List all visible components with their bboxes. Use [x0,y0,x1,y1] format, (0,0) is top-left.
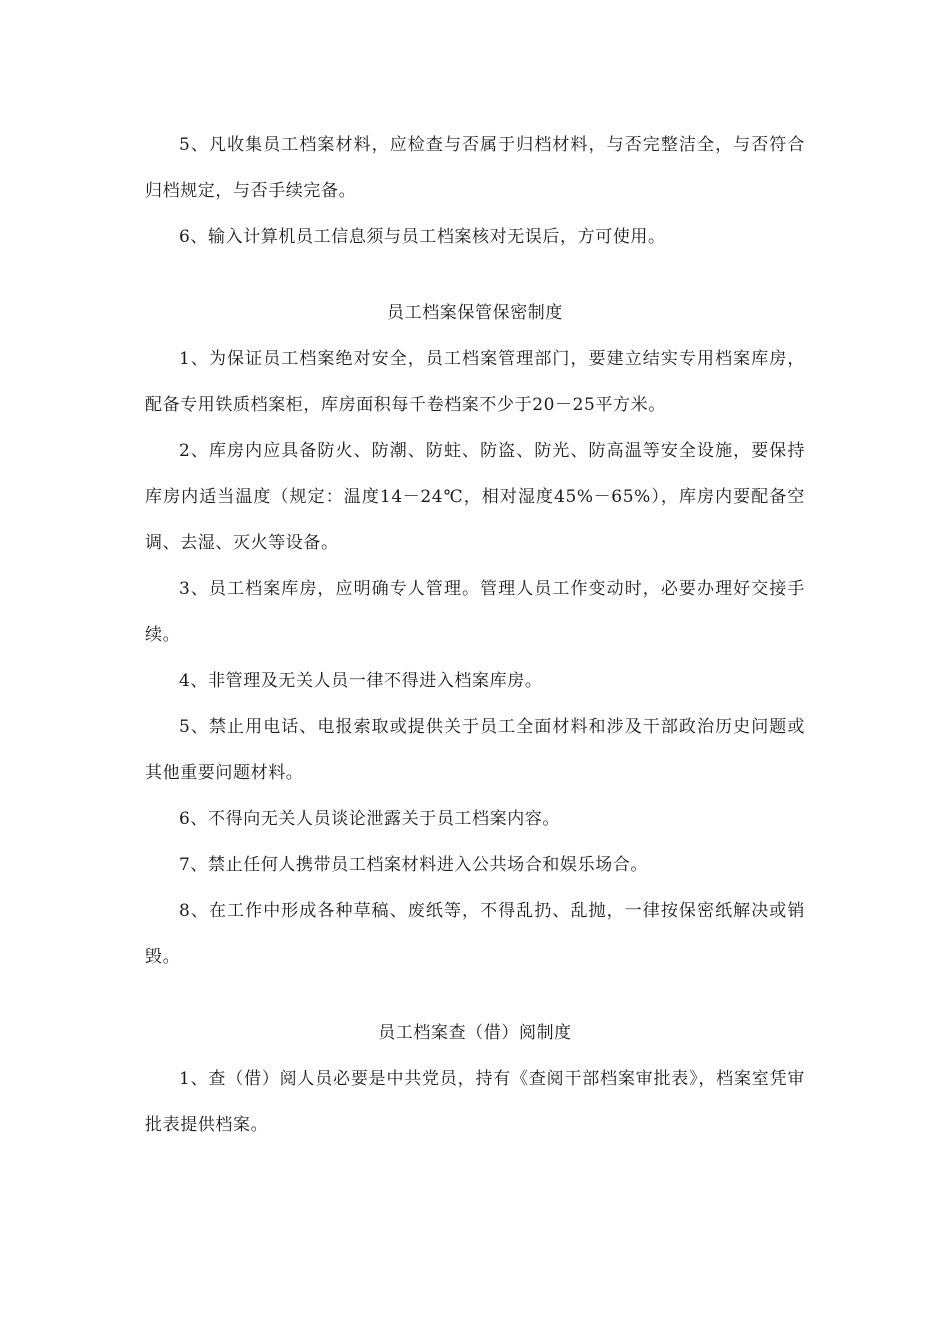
section-gap [145,260,805,290]
custody-paragraph-1: 1、为保证员工档案绝对安全，员工档案管理部门，要建立结实专用档案库房，配备专用铁质档案柜，库房面积每千卷档案不少于20－25平方米。 [145,349,805,415]
paragraph-prev-5: 5、凡收集员工档案材料，应检查与否属于归档材料，与否完整洁全，与否符合归档规定，与否手续完备。 [145,135,805,201]
custody-paragraph-4: 4、非管理及无关人员一律不得进入档案库房。 [179,671,543,691]
custody-section-title: 员工档案保管保密制度 [387,303,563,323]
custody-paragraph-5: 5、禁止用电话、电报索取或提供关于员工全面材料和涉及干部政治历史问题或其他重要问题材料。 [145,717,805,783]
access-paragraph-1: 1、查（借）阅人员必要是中共党员，持有《查阅干部档案审批表》，档案室凭审批表提供档案。 [145,1069,805,1135]
custody-paragraph-3: 3、员工档案库房，应明确专人管理。管理人员工作变动时，必要办理好交接手续。 [145,579,805,645]
section-gap [145,980,805,1010]
custody-paragraph-7: 7、禁止任何人携带员工档案材料进入公共场合和娱乐场合。 [179,855,649,875]
custody-paragraph-2: 2、库房内应具备防火、防潮、防蛀、防盗、防光、防高温等安全设施，要保持库房内适当温度（规定：温度14－24℃，相对湿度45%－65%），库房内要配备空调、去湿、灭火等设备。 [145,441,805,553]
document-page [145,122,805,1148]
access-section-title: 员工档案查（借）阅制度 [378,1023,572,1043]
paragraph-prev-6: 6、输入计算机员工信息须与员工档案核对无误后，方可使用。 [179,227,666,247]
custody-paragraph-8: 8、在工作中形成各种草稿、废纸等，不得乱扔、乱抛，一律按保密纸解决或销毁。 [145,901,805,967]
custody-paragraph-6: 6、不得向无关人员谈论泄露关于员工档案内容。 [179,809,561,829]
